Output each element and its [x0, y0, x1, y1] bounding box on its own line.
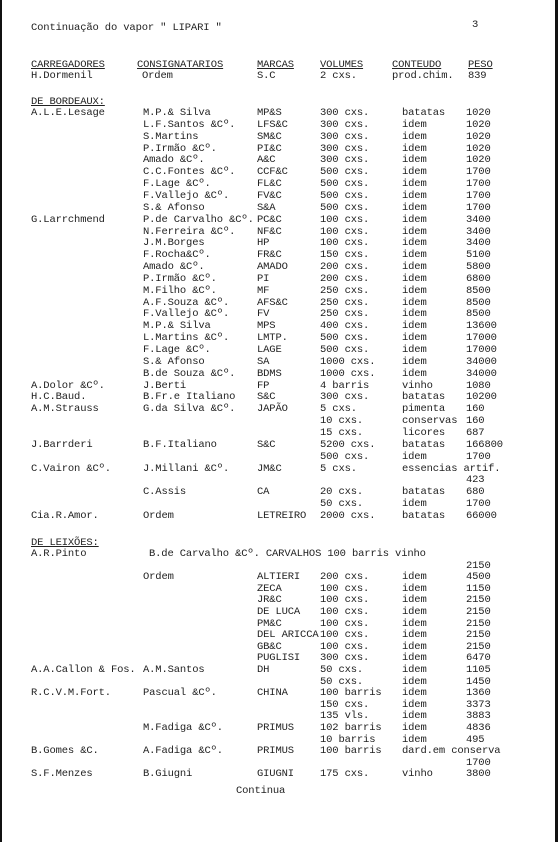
- leixoes-row-shipper: A.R.Pinto: [31, 548, 87, 560]
- leixoes-row-consignee: A.Fadiga &Cº.: [143, 745, 223, 758]
- bordeaux-row-volumes: 50 cxs.: [320, 498, 364, 511]
- leixoes-row-content: idem: [402, 687, 427, 700]
- leixoes-row-volumes: 100 barris: [320, 687, 382, 700]
- bordeaux-row-content: batatas: [402, 391, 446, 404]
- leixoes-row-consignee: A.M.Santos: [143, 664, 205, 676]
- leixoes-row-line: B.de Carvalho &Cº. CARVALHOS 100 barris vinho: [149, 548, 426, 560]
- bordeaux-row-weight: 423: [466, 474, 485, 487]
- leixoes-row-marks: ZECA: [257, 582, 282, 595]
- leixoes-row-volumes: 100 cxs.: [320, 594, 370, 607]
- bordeaux-row-marks: MP&S: [257, 107, 282, 119]
- bordeaux-row-weight: 1700: [466, 201, 491, 214]
- bordeaux-row-marks: SM&C: [257, 130, 282, 143]
- leixoes-row-shipper: B.Gomes &C.: [31, 745, 99, 758]
- bordeaux-row-content: essencias artif.: [402, 462, 501, 475]
- bordeaux-row-consignee: S.& Afonso: [143, 201, 205, 214]
- leixoes-row-shipper: A.A.Callon & Fos.: [31, 664, 136, 676]
- bordeaux-row-shipper: A.Dolor &Cº.: [31, 379, 105, 392]
- bordeaux-row-weight: 17000: [466, 344, 497, 356]
- bordeaux-row-weight: 687: [466, 426, 485, 439]
- bordeaux-row-weight: 1700: [466, 189, 491, 202]
- bordeaux-row-volumes: 500 cxs.: [320, 166, 370, 179]
- bordeaux-row-shipper: A.L.E.Lesage: [31, 107, 105, 119]
- bordeaux-row-volumes: 500 cxs.: [320, 332, 370, 345]
- leixoes-row-content: idem: [402, 710, 427, 723]
- leixoes-row-content: idem: [402, 675, 427, 688]
- bordeaux-row-consignee: P.de Carvalho &Cº.: [143, 213, 254, 226]
- bordeaux-row-consignee: Amado &Cº.: [143, 154, 205, 167]
- bordeaux-row-weight: 34000: [466, 367, 497, 380]
- bordeaux-row-consignee: A.F.Souza &Cº.: [143, 296, 230, 309]
- bordeaux-row-marks: A&C: [257, 154, 276, 167]
- leixoes-row-volumes: 135 vls.: [320, 710, 370, 723]
- bordeaux-row-volumes: 400 cxs.: [320, 320, 370, 333]
- bordeaux-row-weight: 680: [466, 486, 485, 499]
- bordeaux-row-marks: PC&C: [257, 213, 282, 226]
- bordeaux-row-volumes: 1000 cxs.: [320, 367, 376, 380]
- bordeaux-row-consignee: F.Vallejo &Cº.: [143, 189, 230, 202]
- first-row-content: prod.chim.: [392, 70, 454, 82]
- bordeaux-row-content: pimenta: [402, 403, 446, 416]
- leixoes-row-marks: PUGLISI: [257, 652, 301, 665]
- leixoes-row-weight: 6470: [466, 652, 491, 665]
- col-header-shippers: CARREGADORES: [31, 59, 105, 71]
- bordeaux-row-marks: CCF&C: [257, 166, 288, 179]
- bordeaux-row-consignee: G.da Silva &Cº.: [143, 403, 236, 416]
- bordeaux-row-weight: 1080: [466, 379, 491, 392]
- bordeaux-row-marks: BDMS: [257, 367, 282, 380]
- first-row-volumes: 2 cxs.: [320, 70, 357, 82]
- leixoes-row-content: vinho: [402, 768, 433, 781]
- bordeaux-row-marks: FR&C: [257, 249, 282, 262]
- bordeaux-row-weight: 17000: [466, 332, 497, 345]
- bordeaux-row-volumes: 300 cxs.: [320, 142, 370, 155]
- bordeaux-row-weight: 160: [466, 403, 485, 416]
- bordeaux-row-volumes: 500 cxs.: [320, 450, 370, 463]
- bordeaux-row-content: idem: [402, 308, 427, 321]
- bordeaux-row-weight: 3400: [466, 225, 491, 238]
- bordeaux-row-consignee: M.Filho &Cº.: [143, 284, 217, 297]
- bordeaux-row-volumes: 1000 cxs.: [320, 355, 376, 368]
- leixoes-row-content: dard.em conserva: [402, 745, 501, 758]
- bordeaux-row-volumes: 5 cxs.: [320, 403, 357, 416]
- bordeaux-row-content: idem: [402, 178, 427, 191]
- bordeaux-row-marks: NF&C: [257, 225, 282, 238]
- bordeaux-row-volumes: 150 cxs.: [320, 249, 370, 262]
- leixoes-row-weight: 495: [466, 733, 485, 746]
- bordeaux-row-shipper: J.Barrderi: [31, 438, 93, 451]
- bordeaux-row-marks: LAGE: [257, 344, 282, 356]
- bordeaux-row-weight: 3400: [466, 213, 491, 226]
- bordeaux-row-content: idem: [402, 450, 427, 463]
- bordeaux-row-consignee: M.P.& Silva: [143, 107, 211, 119]
- bordeaux-row-weight: 8500: [466, 308, 491, 321]
- bordeaux-row-weight: 3400: [466, 237, 491, 250]
- bordeaux-row-marks: PI&C: [257, 142, 282, 155]
- leixoes-row-consignee: B.Giugni: [143, 768, 193, 781]
- bordeaux-row-content: idem: [402, 213, 427, 226]
- bordeaux-row-volumes: 200 cxs.: [320, 272, 370, 285]
- leixoes-row-content: idem: [402, 629, 427, 642]
- bordeaux-row-shipper: G.Larrchmend: [31, 213, 105, 226]
- leixoes-row-consignee: Pascual &Cº.: [143, 687, 217, 700]
- bordeaux-row-consignee: F.Rocha&Cº.: [143, 249, 211, 262]
- bordeaux-row-marks: S&C: [257, 391, 276, 404]
- bordeaux-row-weight: 5100: [466, 249, 491, 262]
- bordeaux-row-weight: 1020: [466, 118, 491, 131]
- bordeaux-row-content: idem: [402, 272, 427, 285]
- leixoes-row-volumes: 100 barris: [320, 745, 382, 758]
- leixoes-row-weight: 2150: [466, 640, 491, 653]
- bordeaux-row-marks: MF: [257, 284, 270, 297]
- leixoes-row-content: idem: [402, 733, 427, 746]
- bordeaux-row-weight: 13600: [466, 320, 497, 333]
- bordeaux-row-consignee: L.F.Santos &Cº.: [143, 118, 236, 131]
- first-row-marks: S.C: [257, 70, 276, 82]
- bordeaux-row-marks: JM&C: [257, 462, 282, 475]
- bordeaux-row-volumes: 5 cxs.: [320, 462, 357, 475]
- bordeaux-row-weight: 1020: [466, 142, 491, 155]
- leixoes-row-marks: GB&C: [257, 640, 282, 653]
- page-title: Continuação do vapor " LIPARI ": [31, 22, 222, 34]
- bordeaux-row-content: idem: [402, 261, 427, 274]
- leixoes-row-volumes: 200 cxs.: [320, 571, 370, 584]
- leixoes-row-volumes: 100 cxs.: [320, 582, 370, 595]
- continua-label: Continua: [236, 785, 286, 797]
- bordeaux-row-volumes: 500 cxs.: [320, 201, 370, 214]
- bordeaux-row-marks: LFS&C: [257, 118, 288, 131]
- bordeaux-row-weight: 8500: [466, 296, 491, 309]
- leixoes-row-marks: PRIMUS: [257, 745, 294, 758]
- bordeaux-row-consignee: C.C.Fontes &Cº.: [143, 166, 236, 179]
- leixoes-row-volumes: 100 cxs.: [320, 629, 370, 642]
- leixoes-row-volumes: 175 cxs.: [320, 768, 370, 781]
- bordeaux-row-marks: JAPÃO: [257, 403, 288, 416]
- bordeaux-row-content: batatas: [402, 107, 446, 119]
- bordeaux-row-volumes: 500 cxs.: [320, 189, 370, 202]
- bordeaux-row-marks: LMTP.: [257, 332, 288, 345]
- bordeaux-row-content: idem: [402, 344, 427, 356]
- bordeaux-row-consignee: J.Millani &Cº.: [143, 462, 230, 475]
- leixoes-row-consignee: M.Fadiga &Cº.: [143, 722, 223, 734]
- bordeaux-row-content: batatas: [402, 486, 446, 499]
- bordeaux-row-volumes: 10 cxs.: [320, 415, 364, 428]
- leixoes-row-volumes: 50 cxs.: [320, 664, 364, 676]
- bordeaux-row-content: idem: [402, 237, 427, 250]
- bordeaux-row-consignee: C.Assis: [143, 486, 187, 499]
- bordeaux-row-consignee: P.Irmão &Cº.: [143, 142, 217, 155]
- bordeaux-row-consignee: J.Berti: [143, 379, 187, 392]
- bordeaux-row-content: idem: [402, 355, 427, 368]
- bordeaux-row-weight: 1700: [466, 178, 491, 191]
- bordeaux-row-weight: 166800: [466, 438, 503, 451]
- bordeaux-row-consignee: L.Martins &Cº.: [143, 332, 230, 345]
- bordeaux-row-consignee: J.M.Borges: [143, 237, 205, 250]
- bordeaux-row-content: idem: [402, 320, 427, 333]
- bordeaux-row-marks: SA: [257, 355, 270, 368]
- bordeaux-row-marks: S&C: [257, 438, 276, 451]
- bordeaux-row-consignee: F.Vallejo &Cº.: [143, 308, 230, 321]
- leixoes-row-volumes: 50 cxs.: [320, 675, 364, 688]
- bordeaux-row-volumes: 500 cxs.: [320, 178, 370, 191]
- bordeaux-row-marks: FP: [257, 379, 270, 392]
- leixoes-row-marks: PRIMUS: [257, 722, 294, 734]
- bordeaux-row-content: idem: [402, 154, 427, 167]
- leixoes-row-weight: 1700: [466, 756, 491, 769]
- leixoes-row-weight: 1450: [466, 675, 491, 688]
- bordeaux-row-volumes: 250 cxs.: [320, 284, 370, 297]
- leixoes-row-marks: DH: [257, 664, 270, 676]
- bordeaux-row-content: idem: [402, 189, 427, 202]
- bordeaux-row-content: idem: [402, 201, 427, 214]
- bordeaux-row-shipper: C.Vairon &Cº.: [31, 462, 111, 475]
- leixoes-row-marks: ALTIERI: [257, 571, 301, 584]
- bordeaux-row-weight: 66000: [466, 509, 497, 522]
- leixoes-row-weight: 2150: [466, 617, 491, 630]
- leixoes-row-volumes: 100 cxs.: [320, 617, 370, 630]
- leixoes-row-weight: 4836: [466, 722, 491, 734]
- bordeaux-row-weight: 6800: [466, 272, 491, 285]
- bordeaux-row-content: idem: [402, 166, 427, 179]
- bordeaux-row-consignee: B.F.Italiano: [143, 438, 217, 451]
- bordeaux-row-volumes: 300 cxs.: [320, 391, 370, 404]
- bordeaux-row-consignee: S.& Afonso: [143, 355, 205, 368]
- bordeaux-row-weight: 34000: [466, 355, 497, 368]
- leixoes-row-volumes: 100 cxs.: [320, 606, 370, 618]
- bordeaux-row-content: batatas: [402, 509, 446, 522]
- bordeaux-row-content: idem: [402, 130, 427, 143]
- bordeaux-row-volumes: 250 cxs.: [320, 296, 370, 309]
- leixoes-row-weight: 2150: [466, 606, 491, 618]
- col-header-volumes: VOLUMES: [320, 59, 364, 71]
- leixoes-row-weight: 4500: [466, 571, 491, 584]
- leixoes-row-weight: 1360: [466, 687, 491, 700]
- bordeaux-row-content: idem: [402, 296, 427, 309]
- leixoes-row-weight: 2150: [466, 629, 491, 642]
- first-row-shipper: H.Dormenil: [31, 70, 93, 82]
- bordeaux-row-marks: FV: [257, 308, 270, 321]
- leixoes-row-volumes: 300 cxs.: [320, 652, 370, 665]
- bordeaux-row-volumes: 300 cxs.: [320, 154, 370, 167]
- bordeaux-row-weight: 1700: [466, 498, 491, 511]
- bordeaux-row-marks: LETREIRO: [257, 509, 307, 522]
- bordeaux-row-content: conservas: [402, 415, 458, 428]
- bordeaux-row-marks: FL&C: [257, 178, 282, 191]
- bordeaux-row-consignee: B.de Souza &Cº.: [143, 367, 236, 380]
- leixoes-row-consignee: Ordem: [143, 571, 174, 584]
- bordeaux-row-volumes: 250 cxs.: [320, 308, 370, 321]
- leixoes-row-weight: 2150: [466, 559, 491, 572]
- leixoes-row-weight: 1105: [466, 664, 491, 676]
- leixoes-row-content: idem: [402, 664, 427, 676]
- bordeaux-row-content: idem: [402, 249, 427, 262]
- bordeaux-row-content: idem: [402, 118, 427, 131]
- bordeaux-row-weight: 160: [466, 415, 485, 428]
- leixoes-row-marks: GIUGNI: [257, 768, 294, 781]
- bordeaux-row-volumes: 100 cxs.: [320, 225, 370, 238]
- bordeaux-row-marks: FV&C: [257, 189, 282, 202]
- bordeaux-row-consignee: B.Fr.e Italiano: [143, 391, 236, 404]
- bordeaux-row-weight: 1700: [466, 450, 491, 463]
- bordeaux-row-consignee: F.Lage &Cº.: [143, 344, 211, 356]
- bordeaux-row-weight: 10200: [466, 391, 497, 404]
- col-header-content: CONTEUDO: [392, 59, 442, 71]
- leixoes-row-marks: PM&C: [257, 617, 282, 630]
- leixoes-row-content: idem: [402, 652, 427, 665]
- section-heading-leixoes: DE LEIXÕES:: [31, 537, 99, 549]
- bordeaux-row-marks: AMADO: [257, 261, 288, 274]
- bordeaux-row-content: idem: [402, 225, 427, 238]
- bordeaux-row-weight: 1700: [466, 166, 491, 179]
- bordeaux-row-volumes: 500 cxs.: [320, 344, 370, 356]
- bordeaux-row-content: idem: [402, 498, 427, 511]
- bordeaux-row-weight: 5800: [466, 261, 491, 274]
- bordeaux-row-weight: 1020: [466, 154, 491, 167]
- bordeaux-row-content: idem: [402, 142, 427, 155]
- leixoes-row-content: idem: [402, 606, 427, 618]
- bordeaux-row-weight: 8500: [466, 284, 491, 297]
- bordeaux-row-volumes: 2000 cxs.: [320, 509, 376, 522]
- bordeaux-row-volumes: 200 cxs.: [320, 261, 370, 274]
- leixoes-row-shipper: S.F.Menzes: [31, 768, 93, 781]
- leixoes-row-content: idem: [402, 640, 427, 653]
- leixoes-row-content: idem: [402, 594, 427, 607]
- leixoes-row-weight: 1150: [466, 582, 491, 595]
- leixoes-row-weight: 3373: [466, 698, 491, 711]
- leixoes-row-content: idem: [402, 698, 427, 711]
- leixoes-row-volumes: 150 cxs.: [320, 698, 370, 711]
- bordeaux-row-marks: CA: [257, 486, 270, 499]
- col-header-weight: PESO: [468, 59, 493, 71]
- bordeaux-row-volumes: 5200 cxs.: [320, 438, 376, 451]
- page-number: 3: [472, 19, 479, 31]
- leixoes-row-content: idem: [402, 571, 427, 584]
- bordeaux-row-volumes: 300 cxs.: [320, 130, 370, 143]
- leixoes-row-weight: 3883: [466, 710, 491, 723]
- section-heading-bordeaux: DE BORDEAUX:: [31, 96, 105, 108]
- bordeaux-row-content: licores: [402, 426, 446, 439]
- col-header-consignees: CONSIGNATARIOS: [137, 59, 224, 71]
- bordeaux-row-volumes: 20 cxs.: [320, 486, 364, 499]
- first-row-weight: 839: [468, 70, 487, 82]
- bordeaux-row-consignee: M.P.& Silva: [143, 320, 211, 333]
- bordeaux-row-consignee: F.Lage &Cº.: [143, 178, 211, 191]
- first-row-consignee: Ordem: [142, 70, 173, 82]
- bordeaux-row-marks: HP: [257, 237, 270, 250]
- bordeaux-row-shipper: Cia.R.Amor.: [31, 509, 99, 522]
- leixoes-row-weight: 2150: [466, 594, 491, 607]
- bordeaux-row-marks: S&A: [257, 201, 276, 214]
- bordeaux-row-consignee: S.Martins: [143, 130, 199, 143]
- bordeaux-row-consignee: N.Ferreira &Cº.: [143, 225, 236, 238]
- leixoes-row-marks: JR&C: [257, 594, 282, 607]
- bordeaux-row-content: idem: [402, 367, 427, 380]
- leixoes-row-marks: CHINA: [257, 687, 288, 700]
- leixoes-row-content: idem: [402, 582, 427, 595]
- bordeaux-row-volumes: 300 cxs.: [320, 118, 370, 131]
- col-header-marks: MARCAS: [257, 59, 294, 71]
- bordeaux-row-volumes: 4 barris: [320, 379, 370, 392]
- leixoes-row-weight: 3800: [466, 768, 491, 781]
- leixoes-row-marks: DEL ARICCA: [257, 629, 319, 642]
- leixoes-row-content: idem: [402, 722, 427, 734]
- bordeaux-row-volumes: 15 cxs.: [320, 426, 364, 439]
- bordeaux-row-marks: MPS: [257, 320, 276, 333]
- bordeaux-row-volumes: 100 cxs.: [320, 237, 370, 250]
- bordeaux-row-marks: PI: [257, 272, 270, 285]
- bordeaux-row-content: vinho: [402, 379, 433, 392]
- leixoes-row-volumes: 100 cxs.: [320, 640, 370, 653]
- bordeaux-row-content: idem: [402, 332, 427, 345]
- bordeaux-row-shipper: H.C.Baud.: [31, 391, 87, 404]
- leixoes-row-content: idem: [402, 617, 427, 630]
- bordeaux-row-content: idem: [402, 284, 427, 297]
- bordeaux-row-marks: AFS&C: [257, 296, 288, 309]
- leixoes-row-volumes: 10 barris: [320, 733, 376, 746]
- bordeaux-row-weight: 1020: [466, 107, 491, 119]
- bordeaux-row-consignee: P.Irmão &Cº.: [143, 272, 217, 285]
- bordeaux-row-content: batatas: [402, 438, 446, 451]
- leixoes-row-marks: DE LUCA: [257, 606, 301, 618]
- leixoes-row-volumes: 102 barris: [320, 722, 382, 734]
- bordeaux-row-consignee: Ordem: [143, 509, 174, 522]
- bordeaux-row-weight: 1020: [466, 130, 491, 143]
- bordeaux-row-volumes: 100 cxs.: [320, 213, 370, 226]
- leixoes-row-shipper: R.C.V.M.Fort.: [31, 687, 111, 700]
- bordeaux-row-volumes: 300 cxs.: [320, 107, 370, 119]
- bordeaux-row-shipper: A.M.Strauss: [31, 403, 99, 416]
- bordeaux-row-consignee: Amado &Cº.: [143, 261, 205, 274]
